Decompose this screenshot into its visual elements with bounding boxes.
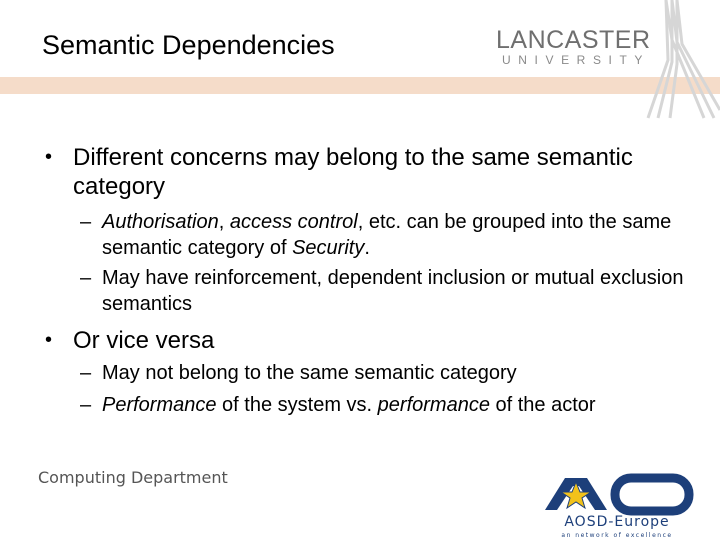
- lancaster-university-logo: [496, 26, 651, 67]
- sub-bullet-marker: –: [80, 394, 92, 416]
- plain-text: May have reinforcement, dependent inclusion or mutual exclusion semantics: [102, 267, 684, 315]
- title-accent-bar: [0, 77, 720, 94]
- bullet-marker: •: [45, 146, 53, 168]
- sub-bullet-text: [102, 360, 702, 386]
- plain-text: of the system vs.: [216, 394, 378, 416]
- emphasis-text: Authorisation: [102, 211, 219, 233]
- bullet-text: Different concerns may belong to the same semantic category: [73, 144, 633, 200]
- sub-bullet-text: [102, 209, 702, 261]
- sub-bullet-marker: –: [80, 362, 92, 384]
- plain-text: .: [364, 237, 370, 259]
- plain-text: , etc. can be grouped into the same semantic category of: [102, 211, 672, 259]
- aosd-logo-tagline: an network of excellence: [561, 532, 673, 539]
- sub-bullet-marker: –: [80, 267, 92, 289]
- footer-department: Computing Department: [38, 468, 228, 487]
- aosd-europe-logo: [535, 468, 720, 540]
- emphasis-text: Performance: [102, 394, 217, 416]
- emphasis-text: Security: [292, 237, 365, 259]
- bullet-text: Or vice versa: [73, 327, 215, 354]
- plain-text: of the actor: [489, 394, 596, 416]
- plain-text: ,: [218, 211, 230, 233]
- sub-bullet-text: [102, 392, 702, 418]
- plain-text: May not belong to the same semantic category: [102, 362, 517, 384]
- aosd-logo-name: AOSD-Europe: [564, 514, 670, 530]
- lancaster-emblem-icon: [644, 0, 720, 120]
- emphasis-text: access control: [229, 211, 358, 233]
- logo-line2: UNIVERSITY: [502, 53, 651, 67]
- sub-bullet-marker: –: [80, 211, 92, 233]
- logo-line1: LANCASTER: [496, 26, 651, 54]
- emphasis-text: performance: [377, 394, 490, 416]
- sub-bullet-text: [102, 265, 702, 317]
- bullet-marker: •: [45, 329, 53, 351]
- slide-title: Semantic Dependencies: [42, 30, 335, 60]
